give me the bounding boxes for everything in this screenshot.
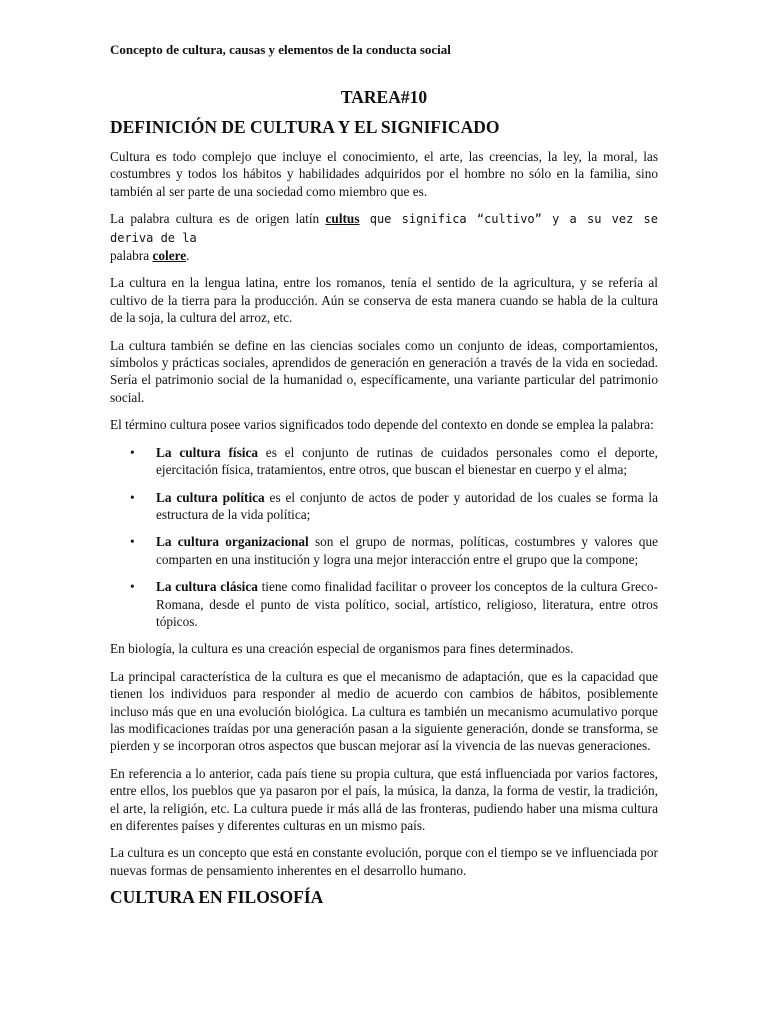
- list-item-term: La cultura física: [156, 444, 259, 460]
- paragraph-9: La cultura es un concepto que está en constante evolución, porque con el tiempo se ve influenciada por nuevas formas de pensamiento inherentes en el desarrollo humano.: [110, 845, 658, 878]
- p2-text-a: La palabra cultura es de origen latín: [110, 211, 326, 227]
- list-item-term: La cultura clásica: [156, 579, 258, 595]
- bullet-icon: •: [130, 534, 135, 550]
- term-colere: colere: [152, 248, 187, 264]
- paragraph-1: Cultura es todo complejo que incluye el conocimiento, el arte, las creencias, la ley, la moral, las costumbres y todos los hábitos y habilidades adquiridos por el hombre no sólo en la familia, sino también al ser parte de una sociedad como miembro que es.: [110, 149, 658, 199]
- paragraph-3: La cultura en la lengua latina, entre los romanos, tenía el sentido de la agricultura, y se refería al cultivo de la tierra para la producción. Aún se conserva de esta manera cuando se habla de la cultura de la soja, la cultura del arroz, etc.: [110, 275, 658, 326]
- paragraph-5: El término cultura posee varios significados todo depende del contexto en donde se emplea la palabra:: [110, 417, 654, 433]
- paragraph-4: La cultura también se define en las ciencias sociales como un conjunto de ideas, comportamientos, símbolos y prácticas sociales, aprendidos de generación en generación a través de la vida en sociedad. Sería el patrimonio social de la humanidad o, específicamente, una variante particular del patrimonio social.: [110, 337, 658, 405]
- list-item-text: son el grupo de normas, políticas, costumbres y valores que comparten en una institución y logra una mejor interacción entre el grupo que la compone;: [156, 534, 658, 567]
- bullet-icon: •: [130, 489, 135, 505]
- p2-text-c: que significa “cultivo” y a su vez se deriva de la: [110, 212, 658, 245]
- bullet-icon: •: [130, 444, 135, 460]
- document-body: [110, 148, 658, 907]
- list-item-text: es el conjunto de rutinas de cuidados personales como el deporte, ejercitación física, tratamientos, entre otros, que buscan el bienestar en cuerpo y el alma;: [156, 444, 658, 478]
- assignment-title: TAREA#10: [340, 87, 428, 107]
- section-heading-definicion: DEFINICIÓN DE CULTURA Y EL SIGNIFICADO: [110, 117, 500, 137]
- paragraph-6: En biología, la cultura es una creación especial de organismos para fines determinados.: [110, 641, 574, 657]
- running-header: Concepto de cultura, causas y elementos de la conducta social: [110, 42, 451, 57]
- paragraph-2: [110, 210, 658, 264]
- term-cultus: cultus: [325, 211, 360, 227]
- p2-text-d: palabra: [110, 248, 153, 264]
- section-heading-filosofia: CULTURA EN FILOSOFÍA: [110, 887, 324, 908]
- list-item-text: es el conjunto de actos de poder y autoridad de los cuales se forma la estructura de la vida política;: [156, 489, 658, 522]
- p2-text-f: .: [186, 248, 190, 264]
- paragraph-8: En referencia a lo anterior, cada país tiene su propia cultura, que está influenciada por varios factores, entre ellos, los pueblos que ya pasaron por el país, la música, la danza, la forma de vestir, la tradición, el arte, la religión, etc. La cultura puede ir más allá de las fronteras, pudiendo haber una misma cultura en diferentes países y diferentes culturas en un mismo país.: [110, 765, 658, 833]
- list-item-term: La cultura organizacional: [156, 534, 309, 550]
- paragraph-7: La principal característica de la cultura es que el mecanismo de adaptación, que es la capacidad que tienen los individuos para responder al medio de acuerdo con cambios de hábitos, posiblemente incluso más que en una evolución biológica. La cultura es también un mecanismo acumulativo porque las modificaciones traídas por una generación pasan a la siguiente generación, donde se transforma, se pierden y se incorporan otros aspectos que buscan mejorar así la vivencia de las nuevas generaciones.: [110, 668, 658, 754]
- bullet-icon: •: [130, 579, 135, 595]
- meanings-list: [110, 444, 658, 631]
- list-item-text: tiene como finalidad facilitar o proveer los conceptos de la cultura Greco- Romana, desde el punto de vista político, social, artístico, religioso, literatura, entre otros tópicos.: [156, 579, 658, 629]
- list-item-term: La cultura política: [156, 489, 265, 505]
- list-item: [110, 533, 658, 568]
- list-item: [110, 489, 658, 524]
- list-item: [110, 578, 658, 630]
- list-item: [110, 444, 658, 479]
